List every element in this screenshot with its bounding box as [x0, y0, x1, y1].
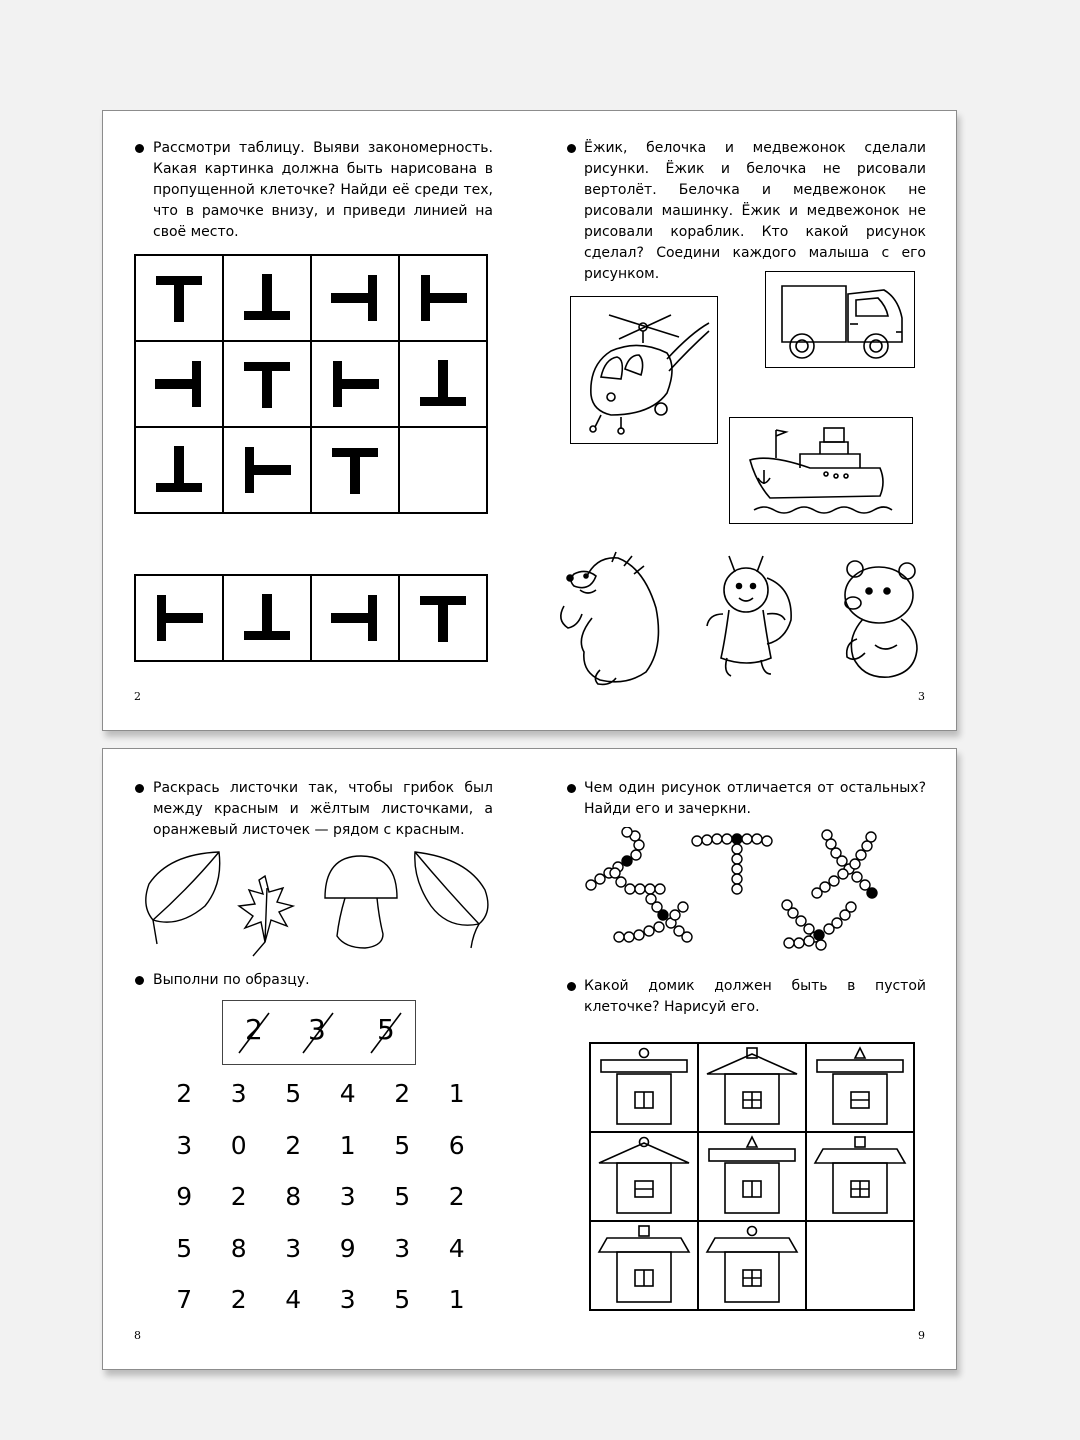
- empty-cell[interactable]: [399, 427, 487, 513]
- t-shape-cell: [311, 341, 399, 427]
- digit[interactable]: 2: [230, 1285, 247, 1314]
- task-text-houses: Какой домик должен быть в пустой клеточке? Нарисуй его.: [584, 978, 926, 1015]
- task-text-odd-one: Чем один рисунок отличается от остальных? Найди его и зачеркни.: [584, 780, 926, 817]
- house-icon: [591, 1133, 697, 1220]
- bullet-icon: [135, 976, 144, 985]
- bullet-icon: [135, 784, 144, 793]
- house-icon: [699, 1133, 805, 1220]
- house-icon: [591, 1222, 697, 1309]
- bear-cub-illustration[interactable]: [833, 553, 933, 688]
- bullet-icon: [567, 144, 576, 153]
- digit-grid: [157, 1079, 484, 1337]
- bullet-icon: [567, 784, 576, 793]
- bullet-icon: [135, 144, 144, 153]
- leaf-2-icon: [415, 852, 488, 948]
- digit[interactable]: 5: [285, 1079, 302, 1108]
- digit[interactable]: 5: [394, 1285, 411, 1314]
- digit[interactable]: 9: [339, 1233, 356, 1263]
- maple-leaf-icon: [239, 876, 293, 956]
- digit[interactable]: 2: [230, 1182, 247, 1211]
- bead-figures[interactable]: [581, 827, 901, 957]
- answer-option-cell[interactable]: [135, 575, 223, 661]
- digit[interactable]: 0: [230, 1130, 247, 1160]
- digit[interactable]: 2: [448, 1182, 465, 1211]
- house-cell: [590, 1221, 698, 1310]
- t-shape-cell: [223, 427, 311, 513]
- page-number-right: 9: [918, 1329, 925, 1342]
- digit[interactable]: 2: [394, 1079, 411, 1108]
- t-shape-cell: [399, 255, 487, 341]
- sample-digit: 3: [308, 1013, 326, 1046]
- digit[interactable]: 8: [230, 1233, 247, 1263]
- page-number-left: 2: [134, 690, 141, 703]
- hedgehog-illustration[interactable]: [546, 548, 666, 688]
- answer-option-cell[interactable]: [223, 575, 311, 661]
- digit[interactable]: 5: [394, 1182, 411, 1211]
- digit[interactable]: 6: [448, 1130, 465, 1160]
- t-shape-cell: [399, 341, 487, 427]
- empty-house-cell[interactable]: [806, 1221, 914, 1310]
- task-text-sample: Выполни по образцу.: [153, 972, 310, 988]
- digit[interactable]: 3: [339, 1285, 356, 1314]
- house-icon: [807, 1133, 913, 1220]
- spread-pages-2-3: [102, 110, 957, 731]
- digit[interactable]: 7: [176, 1285, 193, 1314]
- house-cell: [806, 1043, 914, 1132]
- task-text-pattern: Рассмотри таблицу. Выяви закономерность. Какая картинка должна быть нарисована в пропущенной клеточке? Найди её среди тех, что в рамочке внизу, и приведи линией на своё место.: [153, 140, 493, 240]
- house-cell: [590, 1043, 698, 1132]
- pattern-grid: [134, 254, 488, 514]
- house-cell: [698, 1043, 806, 1132]
- t-shape-cell: [223, 255, 311, 341]
- digit[interactable]: 4: [285, 1285, 302, 1314]
- page-number-right: 3: [918, 690, 925, 703]
- digit[interactable]: 3: [394, 1233, 411, 1263]
- digit[interactable]: 1: [339, 1130, 356, 1160]
- leaf-1-icon: [146, 852, 220, 944]
- ship-picture[interactable]: [729, 417, 913, 524]
- house-icon: [591, 1044, 697, 1131]
- t-shape-cell: [223, 341, 311, 427]
- house-cell: [590, 1132, 698, 1221]
- digit[interactable]: 1: [448, 1079, 465, 1108]
- digit[interactable]: 2: [285, 1130, 302, 1160]
- spread-pages-8-9: [102, 748, 957, 1370]
- t-shape-cell: [135, 427, 223, 513]
- digit[interactable]: 5: [394, 1130, 411, 1160]
- house-icon: [699, 1222, 805, 1309]
- helicopter-picture[interactable]: [570, 296, 718, 444]
- answer-option-cell[interactable]: [399, 575, 487, 661]
- digit[interactable]: 3: [285, 1233, 302, 1263]
- leaves-and-mushroom-row[interactable]: [139, 848, 499, 958]
- mushroom-icon: [325, 856, 397, 948]
- digit[interactable]: 5: [176, 1233, 193, 1263]
- bead-figure-1: [586, 827, 665, 894]
- t-shape-cell: [311, 255, 399, 341]
- digit[interactable]: 4: [448, 1233, 465, 1263]
- house-icon: [807, 1044, 913, 1131]
- sample-digit: 5: [377, 1013, 395, 1046]
- task-text-pictures: Ёжик, белочка и медвежонок сделали рисунки. Ёжик и белочка не рисовали вертолёт. Белочка и медвежонок не рисовали машинку. Ёжик и медвежонок не рисовали кораблик. Кто какой рисунок сделал? Соедини каждого малыша с его рисунком.: [584, 140, 926, 282]
- house-icon: [699, 1044, 805, 1131]
- digit[interactable]: 8: [285, 1182, 302, 1211]
- bead-figure-4: [614, 894, 692, 942]
- bead-figure-2: [692, 834, 772, 894]
- t-shape-cell: [135, 341, 223, 427]
- truck-picture[interactable]: [765, 271, 915, 368]
- page-number-left: 8: [134, 1329, 141, 1342]
- answer-option-cell[interactable]: [311, 575, 399, 661]
- digit[interactable]: 9: [176, 1182, 193, 1211]
- t-shape-cell: [135, 255, 223, 341]
- digit[interactable]: 3: [339, 1182, 356, 1211]
- sample-digit: 2: [245, 1013, 263, 1046]
- bead-figure-3: [812, 830, 877, 898]
- digit[interactable]: 1: [448, 1285, 465, 1314]
- digit[interactable]: 3: [230, 1079, 247, 1108]
- house-cell: [806, 1132, 914, 1221]
- squirrel-illustration[interactable]: [701, 548, 801, 688]
- task-text-leaves: Раскрась листочки так, чтобы грибок был между красным и жёлтым листочками, а оранжевый листочек — рядом с красным.: [153, 780, 493, 838]
- digit[interactable]: 2: [176, 1079, 193, 1108]
- digit[interactable]: 4: [339, 1079, 356, 1108]
- sample-box: [222, 1000, 416, 1065]
- bead-figure-5: [782, 900, 856, 950]
- digit[interactable]: 3: [176, 1130, 193, 1160]
- t-shape-cell: [311, 427, 399, 513]
- bullet-icon: [567, 982, 576, 991]
- answer-options-strip: [134, 574, 488, 662]
- house-cell: [698, 1221, 806, 1310]
- house-cell: [698, 1132, 806, 1221]
- house-grid: [589, 1042, 915, 1311]
